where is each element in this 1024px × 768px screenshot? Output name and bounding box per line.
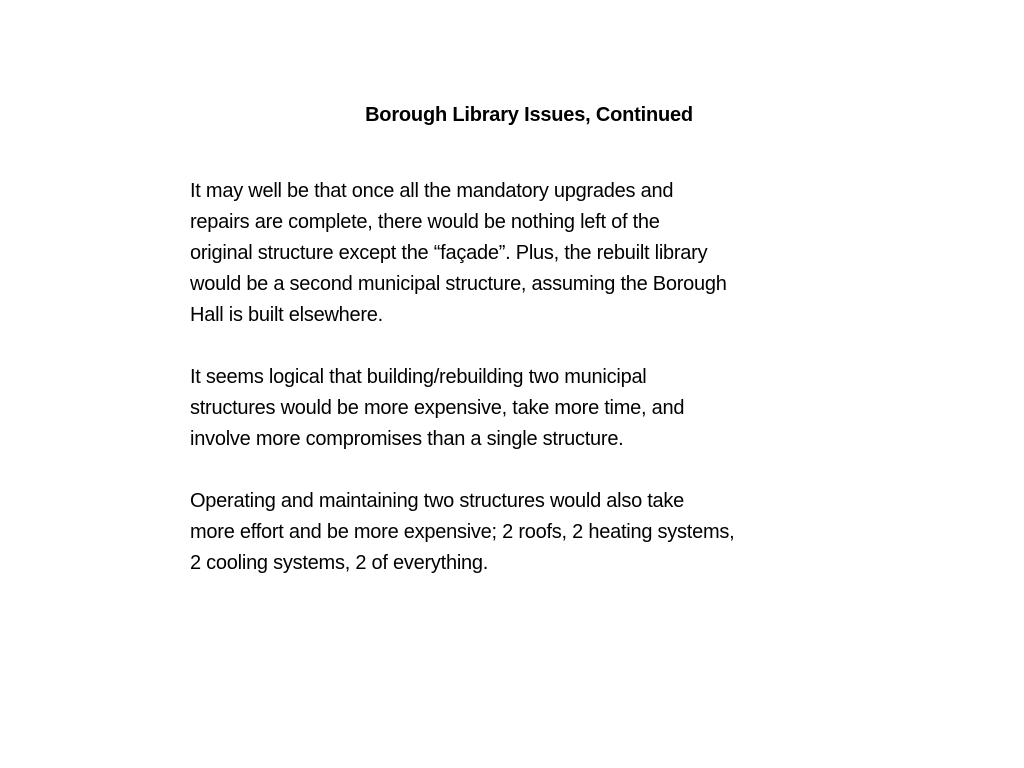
slide-title: Borough Library Issues, Continued bbox=[365, 104, 693, 126]
paragraph-operating-maintaining: Operating and maintaining two structures would also take more effort and be more expensive; 2 roofs, 2 heating systems, 2 cooling systems, 2 of everything. bbox=[190, 490, 735, 574]
paragraph-two-structures-cost: It seems logical that building/rebuilding two municipal structures would be more expensive, take more time, and involve more compromises than a single structure. bbox=[190, 366, 685, 450]
slide-body bbox=[190, 176, 860, 610]
paragraph-mandatory-upgrades: It may well be that once all the mandatory upgrades and repairs are complete, there would be nothing left of the original structure except the “façade”. Plus, the rebuilt library would be a second municipal structure, assuming the Borough Hall is built elsewhere. bbox=[190, 180, 727, 326]
